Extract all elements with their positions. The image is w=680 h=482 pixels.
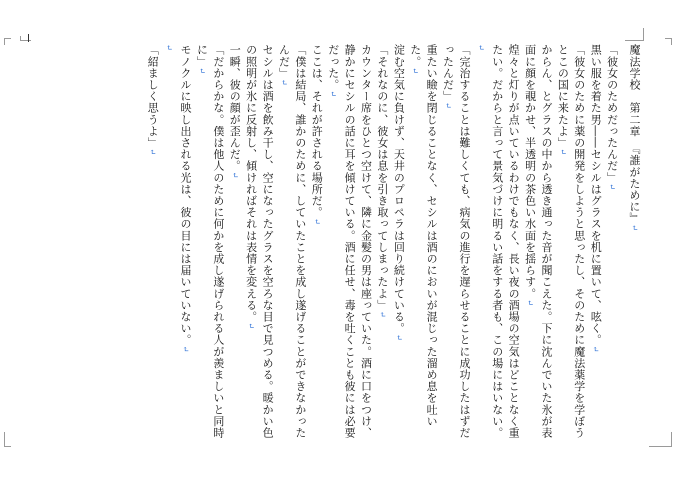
text-line: 「彼女のためだったんだ」↵ <box>605 44 619 191</box>
text-line: 「完治することは難しくても、病気の進行を遅らせることに成功したはずだったんだ」↵ <box>441 44 471 439</box>
text-line: 一瞬、彼の顔が歪んだ。↵ <box>228 44 242 179</box>
crop-mark-bottom-right <box>649 432 672 447</box>
text-line: 淀む空気に負けず、天井のプロペラは回り続けている。↵ <box>392 44 406 342</box>
text-line: 「それなのに、彼女は息を引き取ってしまったよ」↵ <box>375 44 389 319</box>
text-line: セシルは酒を飲み干し、空になったグラスを空ろな目で見つめる。暖かい色の照明が氷に反射し、傾ければそれは表情を変える。↵ <box>244 44 275 439</box>
crop-mark-top-right <box>665 38 672 45</box>
margin-mark-top-left <box>20 36 31 41</box>
paragraph-mark-icon: ↵ <box>312 218 322 226</box>
paragraph-mark-icon: ↵ <box>607 183 617 191</box>
vertical-text-body[interactable] <box>148 44 642 444</box>
paragraph-mark-icon: ↵ <box>410 67 420 75</box>
paragraph-mark-icon: ↵ <box>476 44 486 52</box>
paragraph-mark-icon: ↵ <box>525 299 535 307</box>
text-line: 「だからかな。僕は他人のために何かを成し遂げられる人が羨ましいと同時に」↵ <box>195 44 225 439</box>
text-line: 重たい瞼を閉じることなく、セシルは酒のにおいが混じった溜め息を吐いた。↵ <box>408 44 439 427</box>
paragraph-mark-icon: ↵ <box>328 90 338 98</box>
text-line: カウンター席をひとつ空けて、隣に金髪の男は座っていた。酒に口をつけ、静かにセシルの話に耳を傾けている。酒に任せ、毒を吐くことも彼には必要だった。↵ <box>326 44 373 439</box>
text-line: モノクルに映し出される光は、彼の目には届いていない。↵ <box>179 44 193 353</box>
text-line: 「僕は結局、誰かのために、していたことを成し遂げることができなかったんだ」↵ <box>277 44 307 439</box>
paragraph-mark-icon: ↵ <box>246 322 256 330</box>
paragraph-mark-icon: ↵ <box>279 78 289 87</box>
blank-line <box>160 44 176 444</box>
paragraph-mark-icon: ↵ <box>630 224 639 232</box>
margin-mark-top-right <box>625 28 644 41</box>
text-line: 「彼女のために薬の開発をしようと思ったし、そのために魔法薬学を学ぼうとこの国に来たよ」↵ <box>556 44 586 439</box>
text-line: ここは、それが許される場所だ。↵ <box>310 44 324 226</box>
chapter-title: 魔法学校 第二章 『誰がために』↵ <box>628 44 641 232</box>
paragraph-mark-icon: ↵ <box>230 171 240 179</box>
paragraph-mark-icon: ↵ <box>148 148 158 156</box>
text-line: 煌々と灯りが点いているわけでもなく、長い夜の酒場の空気はどことなく重たい。だからと言って景気づけに明るい話をする者も、この場にはいない。↵ <box>476 44 521 439</box>
paragraph-mark-icon: ↵ <box>164 44 174 52</box>
paragraph-mark-icon: ↵ <box>197 67 207 75</box>
text-line: 「紹ましく思うよ」↵ <box>146 44 160 156</box>
paragraph-mark-icon: ↵ <box>443 102 453 110</box>
paragraph-mark-icon: ↵ <box>377 310 387 319</box>
paragraph-mark-icon: ↵ <box>181 345 191 353</box>
text-cursor <box>28 34 29 42</box>
paragraph-mark-icon: ↵ <box>591 345 601 353</box>
paragraph-mark-icon: ↵ <box>558 148 568 156</box>
crop-mark-bottom-left <box>4 432 11 447</box>
crop-mark-top-left <box>4 38 11 45</box>
text-line: からん、とグラスの中から透き通った音が聞こえた。下に沈んでいた氷が表面に顔を覗かせ、半透明の茶色い水面を揺らす。↵ <box>523 44 553 439</box>
text-line: 黒い服を着た男――セシルはグラスを机に置いて、呟く。↵ <box>589 44 603 353</box>
paragraph-mark-icon: ↵ <box>394 334 404 342</box>
